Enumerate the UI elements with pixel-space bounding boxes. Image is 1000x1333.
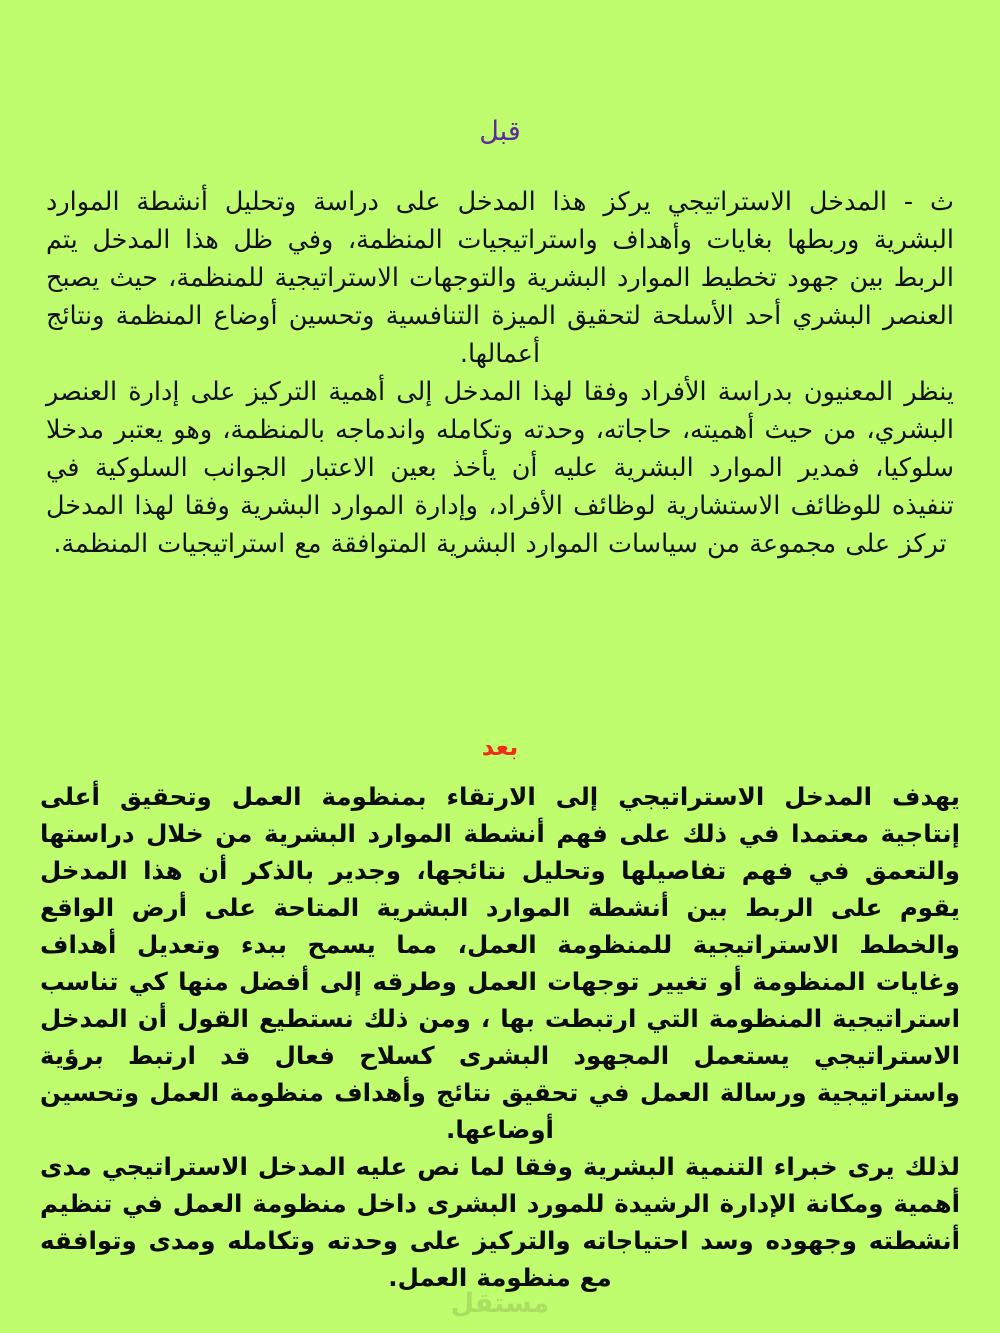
after-heading: بعد	[481, 733, 519, 762]
watermark: مستقل	[450, 1288, 550, 1319]
after-paragraph-2: لذلك يرى خبراء التنمية البشرية وفقا لما نص عليه المدخل الاستراتيجي مدى أهمية ومكانة الإدارة الرشيدة للمورد البشرى داخل منظومة العمل في تنظيم أنشطته وجهوده وسد احتياجاته والتركيز على وحدته وتكامله ومدى وتوافقه مع منظومة العمل.	[40, 1152, 960, 1293]
before-section	[0, 0, 1000, 563]
after-paragraph-1: يهدف المدخل الاستراتيجي إلى الارتقاء بمنظومة العمل وتحقيق أعلى إنتاجية معتمدا في ذلك على فهم أنشطة الموارد البشرية من خلال دراستها والتعمق في فهم تفاصيلها وتحليل نتائجها، وجدير بالذكر أن هذا المدخل يقوم على الربط بين أنشطة الموارد البشرية المتاحة على أرض الواقع والخطط الاستراتيجية للمنظومة العمل، مما يسمح ببدء وتعديل أهداف وغايات المنظومة أو تغيير توجهات العمل وطرقه إلى أفضل منها كي تناسب استراتيجية المنظومة التي ارتبطت بها ، ومن ذلك نستطيع القول أن المدخل الاستراتيجي يستعمل المجهود البشرى كسلاح فعال قد ارتبط برؤية واستراتيجية ورسالة العمل في تحقيق نتائج وأهداف منظومة العمل وتحسين أوضاعها.	[40, 782, 960, 1145]
before-paragraph-2: ينظر المعنيون بدراسة الأفراد وفقا لهذا المدخل إلى أهمية التركيز على إدارة العنصر البشري، من حيث أهميته، حاجاته، وحدته وتكامله واندماجه بالمنظمة، وهو يعتبر مدخلا سلوكيا، فمدير الموارد البشرية عليه أن يأخذ بعين الاعتبار الجوانب السلوكية في تنفيذه للوظائف الاستشارية لوظائف الأفراد، وإدارة الموارد البشرية وفقا لهذا المدخل تركز على مجموعة من سياسات الموارد البشرية المتوافقة مع استراتيجيات المنظمة.	[46, 377, 954, 560]
before-paragraph-1: ث - المدخل الاستراتيجي يركز هذا المدخل على دراسة وتحليل أنشطة الموارد البشرية وربطها بغايات وأهداف واستراتيجيات المنظمة، وفي ظل هذا المدخل يتم الربط بين جهود تخطيط الموارد البشرية والتوجهات الاستراتيجية للمنظمة، حيث يصبح العنصر البشري أحد الأسلحة لتحقيق الميزة التنافسية وتحسين أوضاع المنظمة ونتائج أعمالها.	[46, 187, 954, 370]
before-heading: قبل	[479, 116, 521, 148]
before-body	[0, 183, 1000, 563]
after-body	[0, 778, 1000, 1296]
after-section	[0, 716, 1000, 1296]
